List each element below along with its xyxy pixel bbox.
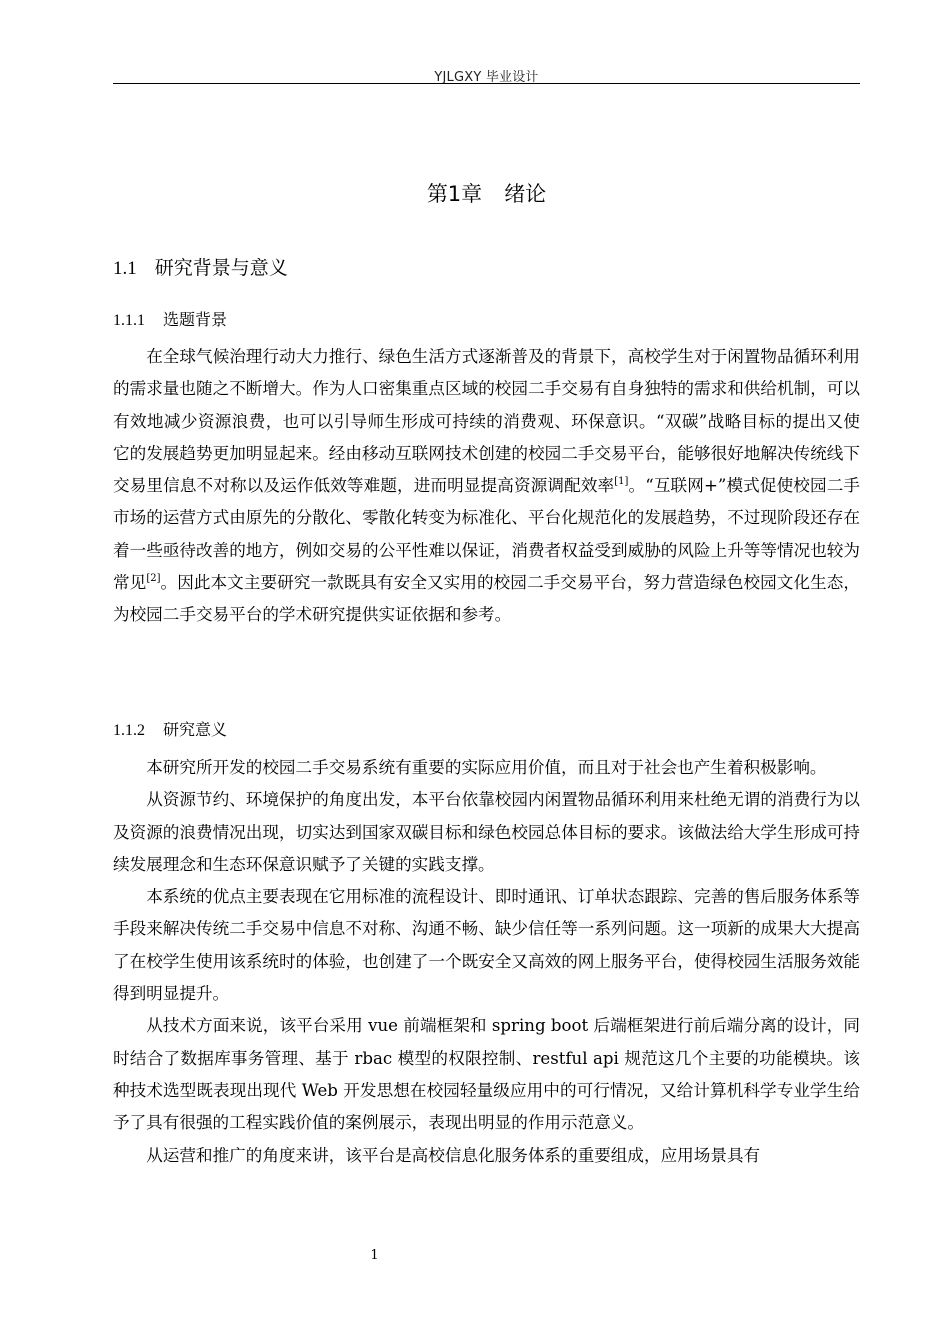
background-paragraph: [113, 341, 860, 632]
subsection-number: 1.1.1: [113, 312, 145, 329]
citation-2: [2]: [146, 573, 161, 585]
significance-section-body: [113, 752, 860, 1172]
background-section-body: [113, 341, 860, 632]
subsection-title: 选题背景: [163, 310, 228, 329]
paragraph-text: 。“互联网+”模式促使校园二手市场的运营方式由原先的分散化、零散化转变为标准化、平台化规范化的发展趋势，不过现阶段还存在着一些亟待改善的地方，例如交易的公平性难以保证，消费者权益受到威胁的风险上升等等情况也较为常见: [113, 476, 860, 593]
significance-paragraph-4: 从技术方面来说，该平台采用 vue 前端框架和 spring boot 后端框架进行前后端分离的设计，同时结合了数据库事务管理、基于 rbac 模型的权限控制、restful api 规范这几个主要的功能模块。该种技术选型既表现出现代 Web 开发思想在校园轻量级应用中的可行情况，又给计算机科学专业学生给予了具有很强的工程实践价值的案例展示，表现出明显的作用示范意义。: [113, 1016, 860, 1133]
chapter-name: 绪论: [504, 182, 547, 206]
significance-paragraph-2: 从资源节约、环境保护的角度出发，本平台依靠校园内闲置物品循环利用来杜绝无谓的消费行为以及资源的浪费情况出现，切实达到国家双碳目标和绿色校园总体目标的要求。该做法给大学生形成可持续发展理念和生态环保意识赋予了关键的实践支撑。: [113, 790, 860, 874]
page-number: 1: [370, 1248, 379, 1263]
significance-paragraph-1: 本研究所开发的校园二手交易系统有重要的实际应用价值，而且对于社会也产生着积极影响。: [146, 758, 827, 777]
chapter-number: 第1章: [426, 182, 483, 206]
section-heading-1-1: [113, 253, 288, 280]
header-rule: [113, 83, 860, 84]
section-number: 1.1: [113, 258, 137, 279]
running-header: YJLGXY 毕业设计: [434, 70, 539, 85]
citation-1: [1]: [614, 476, 629, 488]
subsection-title: 研究意义: [163, 720, 228, 739]
subsection-heading-1-1-2: [113, 717, 227, 740]
subsection-heading-1-1-1: [113, 307, 227, 330]
subsection-number: 1.1.2: [113, 722, 145, 739]
paragraph-text: 在全球气候治理行动大力推行、绿色生活方式逐渐普及的背景下，高校学生对于闲置物品循环利用的需求量也随之不断增大。作为人口密集重点区域的校园二手交易有自身独特的需求和供给机制，可以有效地减少资源浪费，也可以引导师生形成可持续的消费观、环保意识。“双碳”战略目标的提出又使它的发展趋势更加明显起来。经由移动互联网技术创建的校园二手交易平台，能够很好地解决传统线下交易里信息不对称以及运作低效等难题，进而明显提高资源调配效率: [113, 347, 860, 496]
chapter-title: [113, 178, 860, 208]
paragraph-text: 。因此本文主要研究一款既具有安全又实用的校园二手交易平台，努力营造绿色校园文化生态，为校园二手交易平台的学术研究提供实证依据和参考。: [113, 573, 860, 625]
significance-paragraph-5: 从运营和推广的角度来讲，该平台是高校信息化服务体系的重要组成，应用场景具有: [146, 1145, 761, 1165]
significance-paragraph-3: 本系统的优点主要表现在它用标准的流程设计、即时通讯、订单状态跟踪、完善的售后服务体系等手段来解决传统二手交易中信息不对称、沟通不畅、缺少信任等一系列问题。这一项新的成果大大提高了在校学生使用该系统时的体验，也创建了一个既安全又高效的网上服务平台，使得校园生活服务效能得到明显提升。: [113, 887, 860, 1004]
section-title: 研究背景与意义: [154, 257, 288, 279]
